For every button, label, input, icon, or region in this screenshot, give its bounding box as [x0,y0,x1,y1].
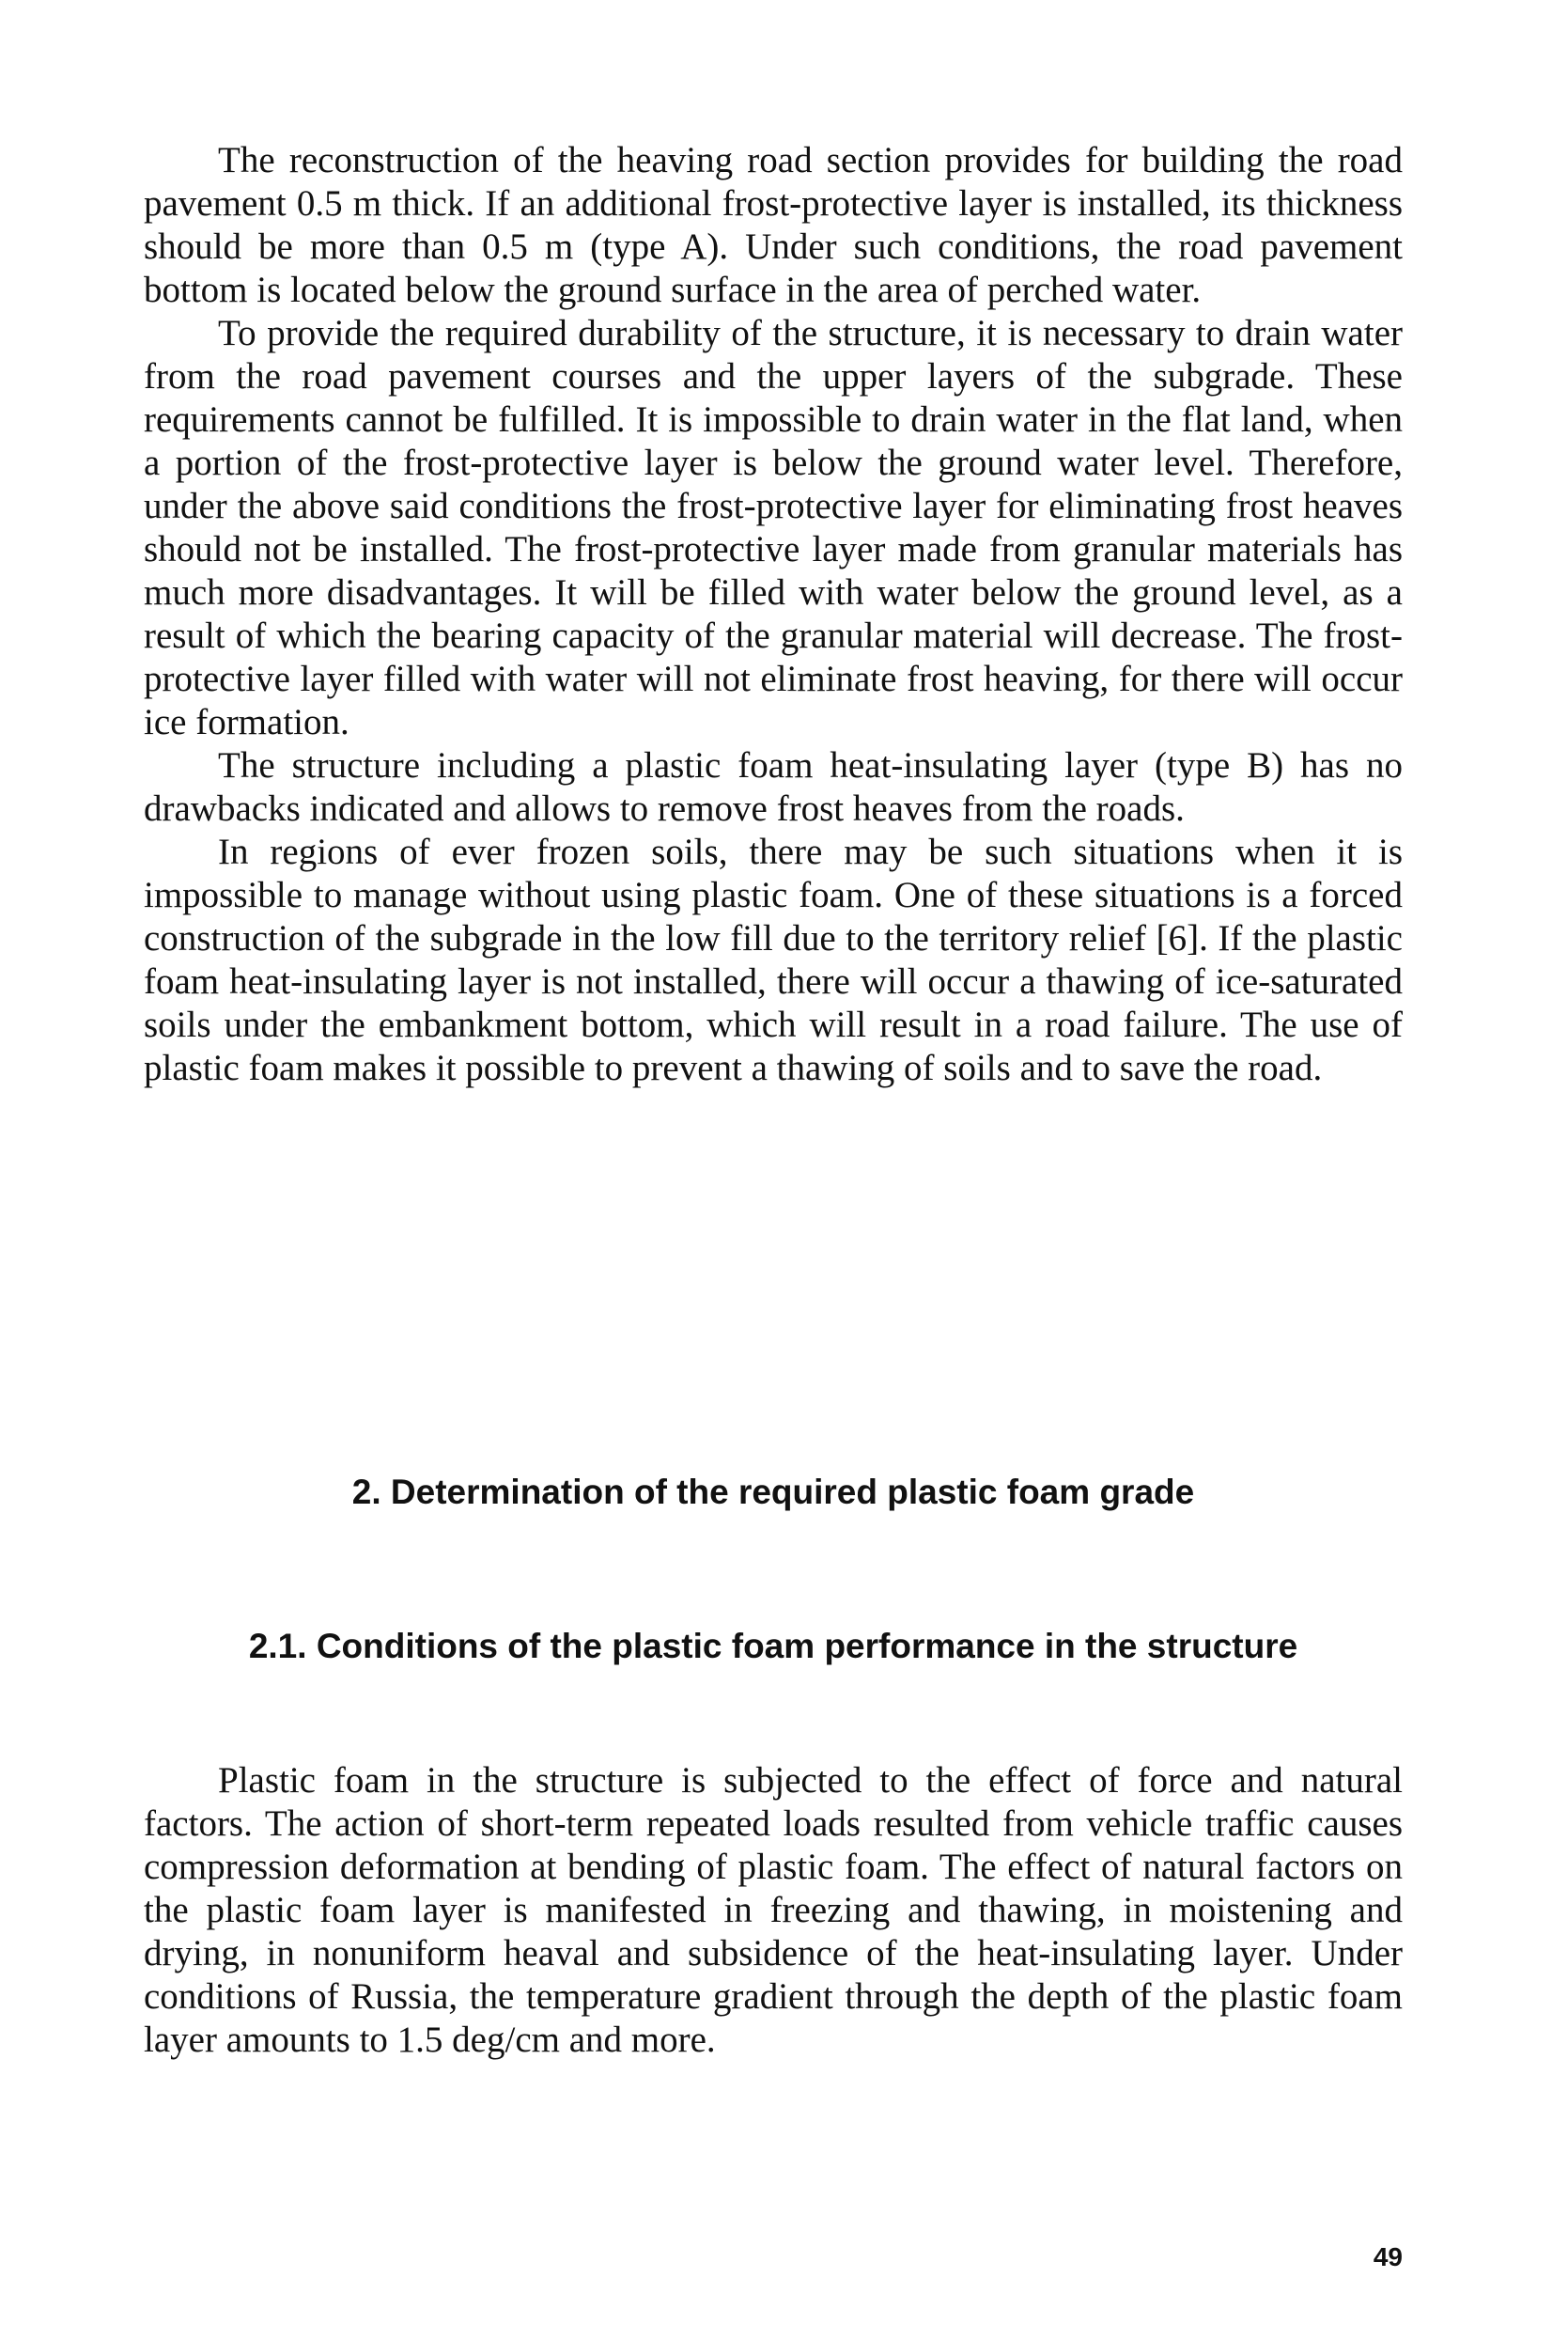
paragraph-durability: To provide the required durability of the structure, it is necessary to drain water from the road pavement courses and the upper layers of the subgrade. These requirements cannot be fulfilled. It is impossible to drain water in the flat land, when a portion of the frost-protective layer is below the ground water level. Therefore, under the above said conditions the frost-protective layer for eliminating frost heaves should not be installed. The frost-protective layer made from granular materials has much more disadvantages. It will be filled with water below the ground level, as a result of which the bearing capacity of the granular material will decrease. The frost-protective layer filled with water will not eliminate frost heaving, for there will occur ice formation. [144,313,1403,742]
paragraph-frozen-soils: In regions of ever frozen soils, there may be such situations when it is impossible to manage without using plastic foam. One of these situations is a forced construction of the subgrade in the low fill due to the territory relief [6]. If the plastic foam heat-insulating layer is not installed, there will occur a thawing of ice-saturated soils under the embankment bottom, which will result in a road failure. The use of plastic foam makes it possible to prevent a thawing of soils and to save the road. [144,832,1403,1088]
paragraph-reconstruction: The reconstruction of the heaving road section provides for building the road pavement 0.5 m thick. If an additional frost-protective layer is installed, its thickness should be more than 0.5 m (type A). Under such conditions, the road pavement bottom is located below the ground surface in the area of perched water. [144,140,1403,310]
paragraph-type-b: The structure including a plastic foam heat-insulating layer (type B) has no drawbacks indicated and allows to remove frost heaves from the roads. [144,745,1403,829]
top-text-block [144,139,1403,1090]
paragraph-plastic-foam-conditions: Plastic foam in the structure is subjected to the effect of force and natural factors. The action of short-term repeated loads resulted from vehicle traffic causes compression deformation at bending of plastic foam. The effect of natural factors on the plastic foam layer is manifested in freezing and thawing, in moistening and drying, in nonuniform heaval and subsidence of the heat-insulating layer. Under conditions of Russia, the temperature gradient through the depth of the plastic foam layer amounts to 1.5 deg/cm and more. [144,1760,1403,2060]
subsection-heading: 2.1. Conditions of the plastic foam performance in the structure [248,1627,1298,1665]
section-heading: 2. Determination of the required plastic foam grade [351,1473,1195,1511]
page-number: 49 [1373,2242,1403,2271]
bottom-text-block [144,1759,1403,2062]
